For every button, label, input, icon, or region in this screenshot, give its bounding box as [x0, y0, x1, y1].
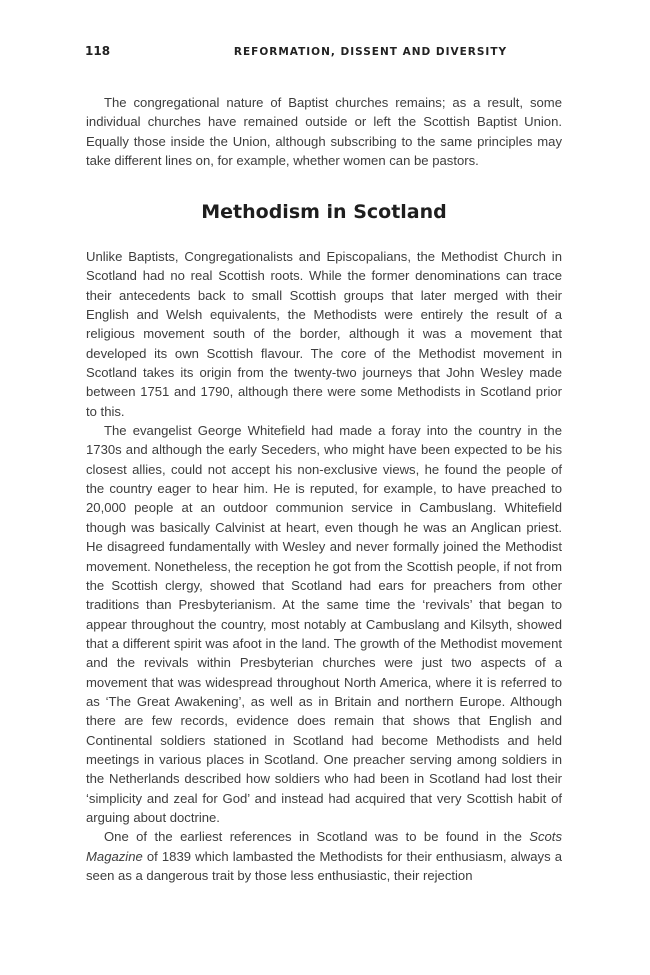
publication-title: Scots Magazine: [86, 829, 562, 864]
section-heading: Methodism in Scotland: [201, 201, 447, 223]
running-head: REFORMATION, DISSENT AND DIVERSITY: [233, 46, 508, 58]
paragraph-text: of 1839 which lambasted the Methodists for their enthusiasm, always a seen as a dangerous trait by those less enthusiastic, their rejection: [86, 848, 562, 883]
page-number: 118: [85, 44, 111, 58]
body-paragraph-2: The evangelist George Whitefield had made a foray into the country in the 1730s and although the early Seceders, who might have been expected to be his closest allies, could not accept his non-exclusive views, he found the people of the country eager to hear him. He is reputed, for example, to have preached to 20,000 people at an outdoor communion service in Cambuslang. Whitefield though was basically Calvinist at heart, even though he was an Anglican priest. He disagreed fundamentally with Wesley and never formally joined the Methodist movement. Nonetheless, the reception he got from the Scottish people, if not from the Scottish clergy, showed that Scotland had ears for preachers from other traditions than Presbyterianism. At the same time the ‘revivals’ that began to appear throughout the country, most notably at Cambuslang and Kilsyth, showed that a different spirit was afoot in the land. The growth of the Methodist movement and the revivals within Presbyterian churches were just two aspects of a movement that was widespread throughout North America, where it is referred to as ‘The Great Awakening’, as well as in Britain and northern Europe. Although there are few records, evidence does remain that shows that English and Continental soldiers stationed in Scotland had become Methodists and held meetings in various places in Scotland. One preacher serving among soldiers in the Netherlands described how soldiers who had been in Scotland had lost their ‘simplicity and zeal for God’ and instead had acquired that very Scottish habit of arguing about doctrine.: [86, 423, 562, 825]
body-paragraph-1: Unlike Baptists, Congregationalists and Episcopalians, the Methodist Church in Scotland had no real Scottish roots. While the former denominations can trace their antecedents back to small Scottish groups that later merged with their English and Welsh equivalents, the Methodists were entirely the result of a religious movement south of the border, although it was a movement that developed its own Scottish flavour. The core of the Methodist movement in Scotland takes its origin from the twenty-two journeys that John Wesley made between 1751 and 1790, although there were some Methodists in Scotland prior to this.: [86, 249, 562, 419]
intro-paragraph: The congregational nature of Baptist churches remains; as a result, some individual churches have remained outside or left the Scottish Baptist Union. Equally those inside the Union, although subscribing to the same principles may take different lines on, for example, whether women can be pastors.: [86, 95, 562, 169]
intro-section: [86, 93, 562, 170]
section-body: [86, 247, 562, 885]
body-paragraph-3: [86, 827, 562, 885]
paragraph-text: One of the earliest references in Scotland was to be found in the: [104, 829, 530, 845]
